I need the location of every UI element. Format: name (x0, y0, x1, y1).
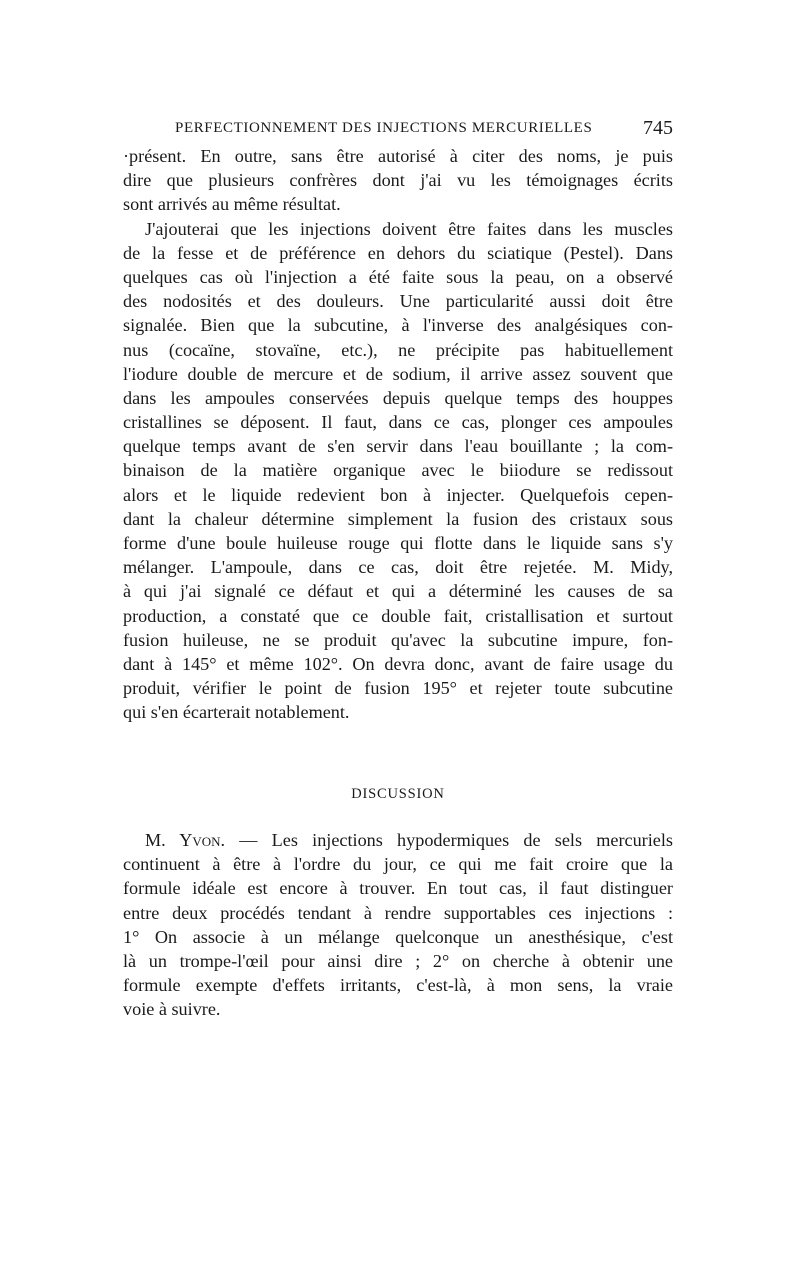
text-line: sont arrivés au même résultat. (123, 194, 341, 215)
text-line: formule exempte d'effets irritants, c'est-là, à mon sens, la vraie (123, 975, 673, 996)
text-line: entre deux procédés tendant à rendre supportables ces injections : (123, 902, 673, 923)
text-line: dire que plusieurs confrères dont j'ai vu les témoignages écrits (123, 170, 673, 191)
text-line: qui s'en écarterait notablement. (123, 702, 350, 723)
speaker-text: — Les injections hypodermiques de sels mercuriels (225, 830, 673, 850)
text-line: forme d'une boule huileuse rouge qui flotte dans le liquide sans s'y (123, 533, 673, 553)
body-paragraphs (123, 144, 673, 725)
discussion-paragraph (123, 828, 673, 1022)
text-line (123, 828, 673, 852)
text-line: là un trompe-l'œil pour ainsi dire ; 2° on cherche à obtenir une (123, 950, 673, 971)
page-number: 745 (643, 117, 673, 139)
text-line: production, a constaté que ce double fait, cristallisation et surtout (123, 605, 673, 626)
text-line: ·présent. En outre, sans être autorisé à citer des noms, je puis (123, 146, 673, 166)
text-line: alors et le liquide redevient bon à injecter. Quelquefois cepen- (123, 484, 673, 505)
running-head (123, 117, 673, 142)
text-line: 1° On associe à un mélange quelconque un anesthésique, c'est (123, 926, 673, 947)
text-line: quelques cas où l'injection a été faite sous la peau, on a observé (123, 266, 673, 287)
text-line: à qui j'ai signalé ce défaut et qui a déterminé les causes de sa (123, 581, 673, 602)
text-line: formule idéale est encore à trouver. En tout cas, il faut distinguer (123, 878, 673, 899)
text-line: signalée. Bien que la subcutine, à l'inverse des analgésiques con- (123, 315, 673, 336)
text-line: voie à suivre. (123, 999, 221, 1020)
section-heading-discussion: DISCUSSION (351, 786, 445, 802)
text-line: dans les ampoules conservées depuis quelque temps des houppes (123, 387, 673, 408)
text-line: quelque temps avant de s'en servir dans l'eau bouillante ; la com- (123, 436, 673, 457)
text-line: nus (cocaïne, stovaïne, etc.), ne précipite pas habituellement (123, 339, 673, 360)
speaker-name: M. Yvon. (145, 830, 226, 850)
running-title: PERFECTIONNEMENT DES INJECTIONS MERCURIELLES (175, 120, 593, 136)
text-line: binaison de la matière organique avec le biiodure se redissout (123, 460, 673, 481)
text-line: fusion huileuse, ne se produit qu'avec la subcutine impure, fon- (123, 629, 673, 650)
text-line: des nodosités et des douleurs. Une particularité aussi doit être (123, 291, 673, 312)
text-line: produit, vérifier le point de fusion 195° et rejeter toute subcutine (123, 678, 673, 699)
text-line: l'iodure double de mercure et de sodium, il arrive assez souvent que (123, 363, 673, 384)
text-line: de la fesse et de préférence en dehors du sciatique (Pestel). Dans (123, 242, 673, 263)
text-line: dant la chaleur détermine simplement la fusion des cristaux sous (123, 508, 673, 529)
text-line: dant à 145° et même 102°. On devra donc, avant de faire usage du (123, 653, 673, 674)
text-line: J'ajouterai que les injections doivent être faites dans les muscles (145, 218, 673, 239)
text-line: continuent à être à l'ordre du jour, ce qui me fait croire que la (123, 854, 673, 875)
text-line: cristallines se déposent. Il faut, dans ce cas, plonger ces ampoules (123, 412, 673, 433)
text-line: mélanger. L'ampoule, dans ce cas, doit être rejetée. M. Midy, (123, 557, 673, 578)
